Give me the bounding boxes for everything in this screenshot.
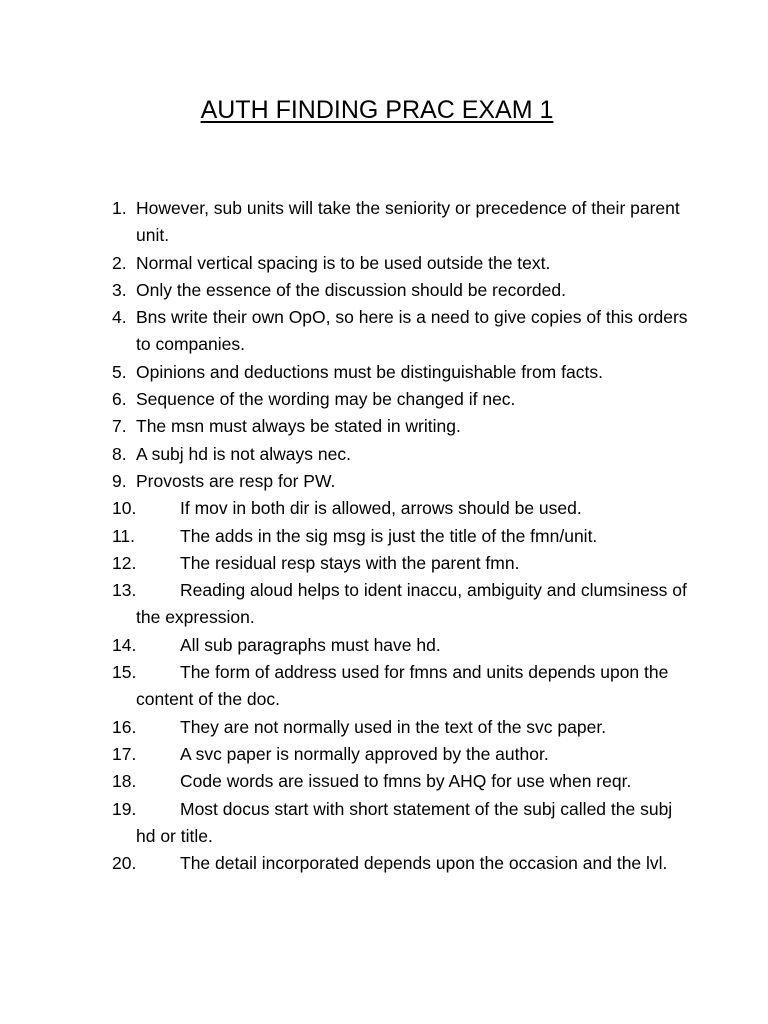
item-number: 11.	[112, 525, 136, 546]
item-number: 9.	[112, 470, 127, 491]
item-text: The form of address used for fmns and units depends upon the content of the doc.	[136, 662, 669, 710]
item-text: Reading aloud helps to ident inaccu, ambiguity and clumsiness of the expression.	[136, 580, 687, 628]
list-item	[112, 359, 692, 386]
statement-list	[112, 195, 692, 877]
list-item	[112, 413, 692, 440]
item-text: The adds in the sig msg is just the title of the fmn/unit.	[180, 525, 598, 546]
list-item	[112, 741, 692, 768]
list-item	[112, 250, 692, 277]
item-number: 2.	[112, 252, 127, 273]
list-item	[112, 659, 692, 714]
item-text: Code words are issued to fmns by AHQ for use when reqr.	[180, 771, 632, 792]
item-number: 4.	[112, 307, 127, 328]
list-item	[112, 768, 692, 795]
list-item	[112, 796, 692, 851]
list-item	[112, 495, 692, 522]
item-number: 6.	[112, 389, 127, 410]
item-text: The detail incorporated depends upon the occasion and the lvl.	[180, 853, 668, 874]
item-text: The residual resp stays with the parent fmn.	[180, 552, 520, 573]
list-item	[112, 386, 692, 413]
item-text: A svc paper is normally approved by the author.	[180, 743, 549, 764]
item-text: Normal vertical spacing is to be used outside the text.	[136, 252, 551, 273]
item-number: 7.	[112, 416, 127, 437]
item-text: Opinions and deductions must be distinguishable from facts.	[136, 361, 603, 382]
list-item	[112, 468, 692, 495]
item-text: The msn must always be stated in writing.	[136, 416, 461, 437]
list-item	[112, 632, 692, 659]
item-text: Most docus start with short statement of the subj called the subj hd or title.	[136, 798, 673, 846]
item-text: They are not normally used in the text of the svc paper.	[180, 716, 607, 737]
item-number: 1.	[112, 198, 127, 218]
item-number: 5.	[112, 361, 127, 382]
item-text: A subj hd is not always nec.	[136, 443, 351, 464]
list-item	[112, 441, 692, 468]
item-number: 10.	[112, 498, 137, 519]
item-number: 19.	[112, 798, 137, 819]
item-number: 3.	[112, 279, 127, 300]
item-text: Only the essence of the discussion should be recorded.	[136, 279, 566, 300]
item-number: 16.	[112, 716, 137, 737]
item-number: 17.	[112, 743, 137, 764]
list-item	[112, 304, 692, 359]
item-number: 8.	[112, 443, 127, 464]
list-item	[112, 714, 692, 741]
item-text: All sub paragraphs must have hd.	[180, 634, 441, 655]
list-item	[112, 550, 692, 577]
list-item	[112, 277, 692, 304]
item-number: 12.	[112, 552, 137, 573]
item-number: 13.	[112, 580, 137, 601]
item-number: 20.	[112, 853, 137, 874]
item-number: 15.	[112, 662, 137, 683]
item-text: Provosts are resp for PW.	[136, 470, 336, 491]
list-item	[112, 577, 692, 632]
item-text: If mov in both dir is allowed, arrows should be used.	[180, 498, 582, 519]
item-text: Bns write their own OpO, so here is a need to give copies of this orders to companies.	[136, 307, 688, 355]
item-number: 14.	[112, 634, 137, 655]
item-text: However, sub units will take the seniority or precedence of their parent unit.	[136, 198, 680, 246]
list-item	[112, 195, 692, 250]
list-item	[112, 850, 692, 877]
item-number: 18.	[112, 771, 137, 792]
item-text: Sequence of the wording may be changed if nec.	[136, 389, 516, 410]
list-item	[112, 523, 692, 550]
page-title: AUTH FINDING PRAC EXAM 1	[200, 96, 554, 124]
